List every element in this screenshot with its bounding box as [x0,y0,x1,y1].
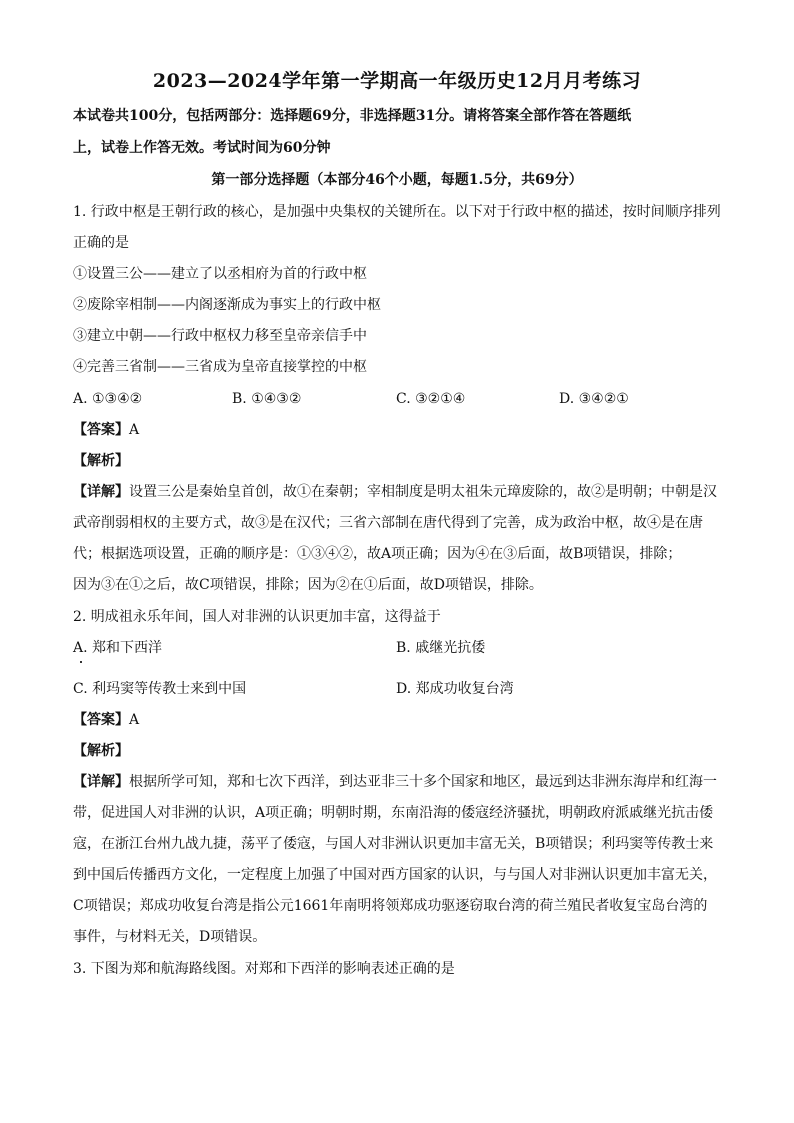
q1-item-3: ③建立中朝——行政中枢权力移至皇帝亲信手中 [73,328,367,344]
q2-option-b: B. 戚继光抗倭 [396,640,486,656]
q1-analysis [73,451,129,471]
q1-detail-text-1: 设置三公是秦始皇首创，故①在秦朝；宰相制度是明太祖朱元璋废除的，故②是明朝；中朝是汉 [129,484,717,500]
q1-analysis-tag: 【解析】 [73,453,129,469]
q1-option-d: D. ③④②① [559,391,629,407]
q2-detail-line-4: 到中国后传播西方文化，一定程度上加强了中国对西方国家的认识，与与国人对非洲认识更加丰富无关， [73,867,717,883]
q1-detail-line-2: 武帝削弱相权的主要方式，故③是在汉代；三省六部制在唐代得到了完善，成为政治中枢，故④是在唐 [73,515,703,531]
intro-line-2: 上，试卷上作答无效。考试时间为60分钟 [73,140,331,156]
q2-option-a: A. 郑和下西洋 [73,640,163,656]
q2-analysis-tag: 【解析】 [73,743,129,759]
q2-option-d: D. 郑成功收复台湾 [396,681,514,697]
q1-item-1: ①设置三公——建立了以丞相府为首的行政中枢 [73,266,367,282]
q2-stem: 2. 明成祖永乐年间，国人对非洲的认识更加丰富，这得益于 [73,609,441,625]
q1-detail-tag: 【详解】 [73,484,129,500]
q1-detail-line-1 [73,482,717,502]
q2-detail-line-3: 寇，在浙江台州九战九捷，荡平了倭寇，与国人对非洲认识更加丰富无关，B项错误；利玛窦等传教士来 [73,836,714,852]
q2-detail-text-1: 根据所学可知，郑和七次下西洋，到达亚非三十多个国家和地区，最远到达非洲东海岸和红海一 [129,774,717,790]
q1-answer-value: A [129,422,140,438]
q1-detail-line-4: 因为③在①之后，故C项错误，排除；因为②在①后面，故D项错误，排除。 [73,577,543,593]
q2-detail-line-2: 带，促进国人对非洲的认识，A项正确；明朝时期，东南沿海的倭寇经济骚扰，明朝政府派戚继光抗击倭 [73,805,714,821]
q1-stem-line-1: 1. 行政中枢是王朝行政的核心，是加强中央集权的关键所在。以下对于行政中枢的描述，按时间顺序排列 [73,204,721,220]
intro-line-1: 本试卷共100分，包括两部分：选择题69分，非选择题31分。请将答案全部作答在答题纸 [73,108,632,124]
q2-analysis [73,741,129,761]
q2-detail-line-6: 事件，与材料无关，D项错误。 [73,929,267,945]
q2-detail-line-5: C项错误；郑成功收复台湾是指公元1661年南明将领郑成功驱逐窃取台湾的荷兰殖民者收复宝岛台湾的 [73,898,708,914]
q1-item-4: ④完善三省制——三省成为皇帝直接掌控的中枢 [73,359,367,375]
q2-detail-tag: 【详解】 [73,774,129,790]
q1-option-a: A. ①③④② [73,391,143,407]
q1-stem-line-2: 正确的是 [73,235,129,251]
q2-detail-line-1 [73,772,717,792]
q1-detail-line-3: 代；根据选项设置，正确的顺序是：①③④②，故A项正确；因为④在③后面，故B项错误，排除； [73,546,682,562]
q1-option-b: B. ①④③② [232,391,302,407]
q2-option-c: C. 利玛窦等传教士来到中国 [73,681,247,697]
q2-answer-tag: 【答案】 [73,712,129,728]
q1-option-c: C. ③②①④ [396,391,466,407]
stray-dot-mark [80,661,82,663]
q2-answer-value: A [129,712,140,728]
q1-item-2: ②废除宰相制——内阁逐渐成为事实上的行政中枢 [73,297,381,313]
q3-stem: 3. 下图为郑和航海路线图。对郑和下西洋的影响表述正确的是 [73,961,455,977]
q2-answer [73,710,139,730]
part-heading: 第一部分选择题（本部分46个小题，每题1.5分，共69分） [211,172,583,188]
q1-answer-tag: 【答案】 [73,422,129,438]
q1-answer [73,420,139,440]
page-title: 2023—2024学年第一学期高一年级历史12月月考练习 [152,70,642,92]
